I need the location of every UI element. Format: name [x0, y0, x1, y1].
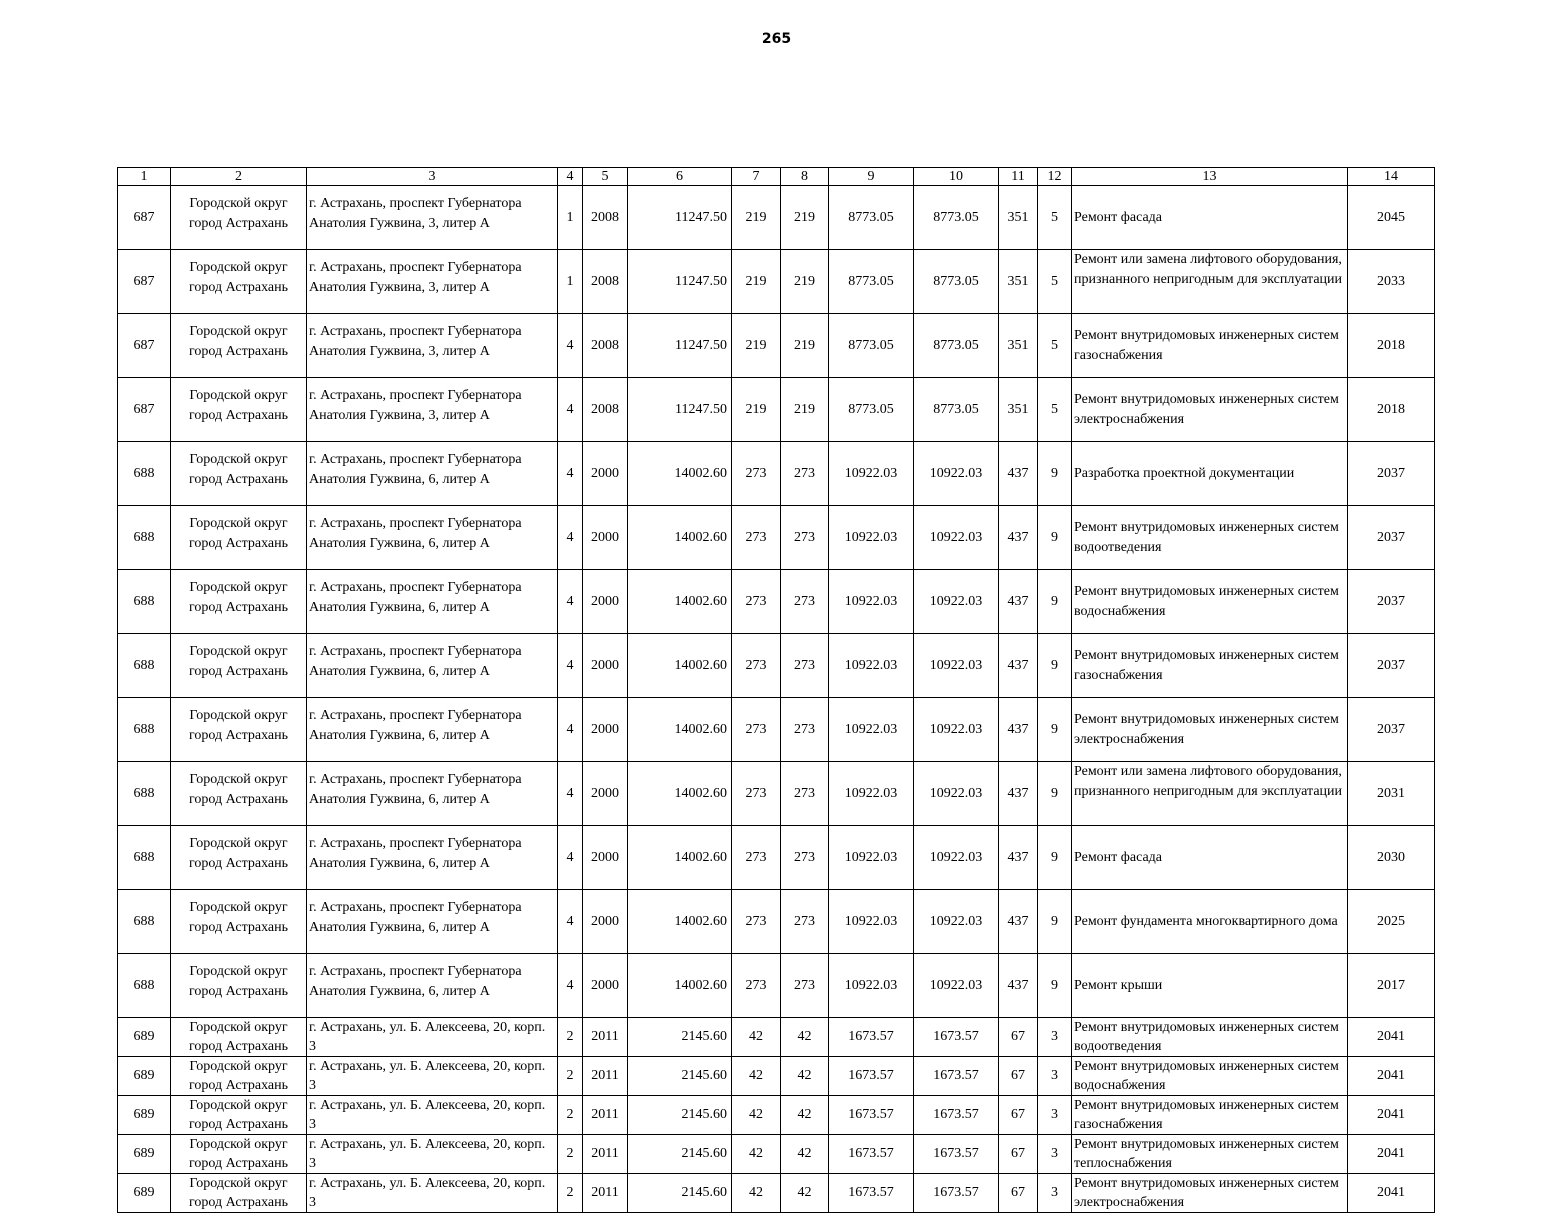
- address-cell: г. Астрахань, ул. Б. Алексеева, 20, корп. 3: [307, 1174, 558, 1213]
- row-number-cell: 687: [118, 250, 171, 314]
- units-count-cell: 5: [1038, 314, 1072, 378]
- column-header: 5: [583, 168, 628, 186]
- work-type-cell: Ремонт внутридомовых инженерных систем водоотведения: [1072, 506, 1348, 570]
- column-header: 10: [914, 168, 999, 186]
- municipality-cell: Городской округ город Астрахань: [171, 506, 307, 570]
- work-type-cell: Ремонт фасада: [1072, 186, 1348, 250]
- apartments-count-cell: 219: [732, 314, 781, 378]
- municipality-cell: Городской округ город Астрахань: [171, 826, 307, 890]
- apartments-residential-cell: 42: [781, 1057, 829, 1096]
- residents-count-cell: 351: [999, 186, 1038, 250]
- municipality-cell: Городской округ город Астрахань: [171, 1096, 307, 1135]
- column-header: 8: [781, 168, 829, 186]
- total-area-cell: 14002.60: [628, 762, 732, 826]
- floors-cell: 4: [558, 314, 583, 378]
- municipality-cell: Городской округ город Астрахань: [171, 1057, 307, 1096]
- residents-count-cell: 437: [999, 698, 1038, 762]
- apartments-residential-cell: 42: [781, 1135, 829, 1174]
- residents-count-cell: 437: [999, 506, 1038, 570]
- residents-count-cell: 437: [999, 762, 1038, 826]
- residents-count-cell: 437: [999, 570, 1038, 634]
- total-area-cell: 14002.60: [628, 954, 732, 1018]
- address-cell: г. Астрахань, проспект Губернатора Анатолия Гужвина, 6, литер А: [307, 954, 558, 1018]
- year-built-cell: 2000: [583, 954, 628, 1018]
- units-count-cell: 3: [1038, 1174, 1072, 1213]
- residents-count-cell: 437: [999, 442, 1038, 506]
- row-number-cell: 688: [118, 826, 171, 890]
- apartments-count-cell: 273: [732, 762, 781, 826]
- planned-year-cell: 2017: [1348, 954, 1435, 1018]
- floors-cell: 1: [558, 186, 583, 250]
- floors-cell: 4: [558, 698, 583, 762]
- work-type-cell: Ремонт внутридомовых инженерных систем электроснабжения: [1072, 698, 1348, 762]
- year-built-cell: 2000: [583, 890, 628, 954]
- work-type-cell: Ремонт внутридомовых инженерных систем электроснабжения: [1072, 378, 1348, 442]
- row-number-cell: 689: [118, 1096, 171, 1135]
- year-built-cell: 2008: [583, 378, 628, 442]
- apartments-residential-cell: 273: [781, 506, 829, 570]
- apartments-count-cell: 42: [732, 1135, 781, 1174]
- units-count-cell: 9: [1038, 826, 1072, 890]
- year-built-cell: 2011: [583, 1135, 628, 1174]
- living-area-cell: 1673.57: [829, 1057, 914, 1096]
- units-count-cell: 3: [1038, 1057, 1072, 1096]
- residents-count-cell: 437: [999, 954, 1038, 1018]
- living-area-owned-cell: 8773.05: [914, 186, 999, 250]
- floors-cell: 2: [558, 1135, 583, 1174]
- row-number-cell: 687: [118, 186, 171, 250]
- living-area-cell: 10922.03: [829, 954, 914, 1018]
- apartments-residential-cell: 273: [781, 698, 829, 762]
- municipality-cell: Городской округ город Астрахань: [171, 1174, 307, 1213]
- table-row: [118, 1135, 1435, 1174]
- address-cell: г. Астрахань, ул. Б. Алексеева, 20, корп. 3: [307, 1018, 558, 1057]
- row-number-cell: 688: [118, 506, 171, 570]
- row-number-cell: 688: [118, 762, 171, 826]
- address-cell: г. Астрахань, проспект Губернатора Анатолия Гужвина, 6, литер А: [307, 826, 558, 890]
- planned-year-cell: 2018: [1348, 378, 1435, 442]
- address-cell: г. Астрахань, проспект Губернатора Анатолия Гужвина, 6, литер А: [307, 762, 558, 826]
- apartments-count-cell: 42: [732, 1174, 781, 1213]
- living-area-owned-cell: 10922.03: [914, 634, 999, 698]
- total-area-cell: 2145.60: [628, 1135, 732, 1174]
- living-area-cell: 1673.57: [829, 1096, 914, 1135]
- planned-year-cell: 2037: [1348, 698, 1435, 762]
- work-type-cell: Ремонт внутридомовых инженерных систем газоснабжения: [1072, 634, 1348, 698]
- living-area-cell: 10922.03: [829, 506, 914, 570]
- municipality-cell: Городской округ город Астрахань: [171, 186, 307, 250]
- floors-cell: 2: [558, 1096, 583, 1135]
- units-count-cell: 5: [1038, 378, 1072, 442]
- planned-year-cell: 2031: [1348, 762, 1435, 826]
- living-area-cell: 10922.03: [829, 442, 914, 506]
- column-header: 14: [1348, 168, 1435, 186]
- units-count-cell: 3: [1038, 1018, 1072, 1057]
- page-number: 265: [761, 31, 792, 47]
- planned-year-cell: 2041: [1348, 1174, 1435, 1213]
- planned-year-cell: 2041: [1348, 1018, 1435, 1057]
- residents-count-cell: 67: [999, 1018, 1038, 1057]
- total-area-cell: 14002.60: [628, 442, 732, 506]
- row-number-cell: 688: [118, 890, 171, 954]
- residents-count-cell: 67: [999, 1174, 1038, 1213]
- year-built-cell: 2008: [583, 250, 628, 314]
- row-number-cell: 688: [118, 442, 171, 506]
- year-built-cell: 2011: [583, 1174, 628, 1213]
- living-area-cell: 1673.57: [829, 1174, 914, 1213]
- table-row: [118, 954, 1435, 1018]
- column-header: 13: [1072, 168, 1348, 186]
- work-type-cell: Ремонт внутридомовых инженерных систем теплоснабжения: [1072, 1135, 1348, 1174]
- address-cell: г. Астрахань, ул. Б. Алексеева, 20, корп. 3: [307, 1096, 558, 1135]
- floors-cell: 4: [558, 954, 583, 1018]
- residents-count-cell: 437: [999, 634, 1038, 698]
- apartments-count-cell: 273: [732, 698, 781, 762]
- apartments-residential-cell: 219: [781, 186, 829, 250]
- apartments-residential-cell: 273: [781, 570, 829, 634]
- planned-year-cell: 2037: [1348, 442, 1435, 506]
- units-count-cell: 9: [1038, 954, 1072, 1018]
- work-type-cell: Ремонт фасада: [1072, 826, 1348, 890]
- floors-cell: 4: [558, 826, 583, 890]
- municipality-cell: Городской округ город Астрахань: [171, 634, 307, 698]
- total-area-cell: 2145.60: [628, 1018, 732, 1057]
- apartments-count-cell: 273: [732, 954, 781, 1018]
- living-area-owned-cell: 10922.03: [914, 954, 999, 1018]
- work-type-cell: Ремонт внутридомовых инженерных систем водоотведения: [1072, 1018, 1348, 1057]
- row-number-cell: 688: [118, 634, 171, 698]
- apartments-count-cell: 42: [732, 1057, 781, 1096]
- municipality-cell: Городской округ город Астрахань: [171, 314, 307, 378]
- row-number-cell: 689: [118, 1135, 171, 1174]
- living-area-owned-cell: 1673.57: [914, 1135, 999, 1174]
- living-area-owned-cell: 1673.57: [914, 1174, 999, 1213]
- total-area-cell: 14002.60: [628, 826, 732, 890]
- work-type-cell: Ремонт внутридомовых инженерных систем газоснабжения: [1072, 1096, 1348, 1135]
- column-header: 11: [999, 168, 1038, 186]
- row-number-cell: 687: [118, 378, 171, 442]
- address-cell: г. Астрахань, проспект Губернатора Анатолия Гужвина, 6, литер А: [307, 506, 558, 570]
- address-cell: г. Астрахань, проспект Губернатора Анатолия Гужвина, 6, литер А: [307, 698, 558, 762]
- municipality-cell: Городской округ город Астрахань: [171, 762, 307, 826]
- address-cell: г. Астрахань, ул. Б. Алексеева, 20, корп. 3: [307, 1135, 558, 1174]
- living-area-cell: 8773.05: [829, 250, 914, 314]
- work-type-cell: Разработка проектной документации: [1072, 442, 1348, 506]
- column-header: 6: [628, 168, 732, 186]
- apartments-count-cell: 42: [732, 1096, 781, 1135]
- apartments-count-cell: 273: [732, 634, 781, 698]
- living-area-cell: 1673.57: [829, 1018, 914, 1057]
- work-type-cell: Ремонт внутридомовых инженерных систем газоснабжения: [1072, 314, 1348, 378]
- living-area-owned-cell: 10922.03: [914, 890, 999, 954]
- residents-count-cell: 67: [999, 1096, 1038, 1135]
- living-area-owned-cell: 8773.05: [914, 314, 999, 378]
- planned-year-cell: 2045: [1348, 186, 1435, 250]
- living-area-owned-cell: 8773.05: [914, 250, 999, 314]
- work-type-cell: Ремонт или замена лифтового оборудования, признанного непригодным для эксплуатации: [1072, 762, 1348, 826]
- living-area-cell: 8773.05: [829, 378, 914, 442]
- planned-year-cell: 2041: [1348, 1057, 1435, 1096]
- floors-cell: 4: [558, 378, 583, 442]
- address-cell: г. Астрахань, проспект Губернатора Анатолия Гужвина, 3, литер А: [307, 314, 558, 378]
- total-area-cell: 14002.60: [628, 570, 732, 634]
- municipality-cell: Городской округ город Астрахань: [171, 954, 307, 1018]
- apartments-residential-cell: 42: [781, 1018, 829, 1057]
- year-built-cell: 2008: [583, 186, 628, 250]
- total-area-cell: 14002.60: [628, 890, 732, 954]
- municipality-cell: Городской округ город Астрахань: [171, 378, 307, 442]
- apartments-count-cell: 219: [732, 250, 781, 314]
- municipality-cell: Городской округ город Астрахань: [171, 698, 307, 762]
- apartments-residential-cell: 219: [781, 250, 829, 314]
- total-area-cell: 14002.60: [628, 698, 732, 762]
- municipality-cell: Городской округ город Астрахань: [171, 1135, 307, 1174]
- residents-count-cell: 67: [999, 1057, 1038, 1096]
- table-row: [118, 634, 1435, 698]
- address-cell: г. Астрахань, проспект Губернатора Анатолия Гужвина, 6, литер А: [307, 442, 558, 506]
- table-row: [118, 314, 1435, 378]
- floors-cell: 4: [558, 890, 583, 954]
- table-row: [118, 442, 1435, 506]
- apartments-count-cell: 42: [732, 1018, 781, 1057]
- residents-count-cell: 437: [999, 890, 1038, 954]
- units-count-cell: 3: [1038, 1096, 1072, 1135]
- floors-cell: 1: [558, 250, 583, 314]
- address-cell: г. Астрахань, проспект Губернатора Анатолия Гужвина, 6, литер А: [307, 890, 558, 954]
- table-row: [118, 1018, 1435, 1057]
- floors-cell: 4: [558, 442, 583, 506]
- apartments-count-cell: 219: [732, 378, 781, 442]
- table-row: [118, 186, 1435, 250]
- work-type-cell: Ремонт фундамента многоквартирного дома: [1072, 890, 1348, 954]
- units-count-cell: 9: [1038, 570, 1072, 634]
- total-area-cell: 14002.60: [628, 634, 732, 698]
- table-row: [118, 570, 1435, 634]
- residents-count-cell: 351: [999, 378, 1038, 442]
- apartments-residential-cell: 273: [781, 954, 829, 1018]
- year-built-cell: 2011: [583, 1057, 628, 1096]
- planned-year-cell: 2041: [1348, 1096, 1435, 1135]
- living-area-owned-cell: 10922.03: [914, 762, 999, 826]
- apartments-count-cell: 273: [732, 442, 781, 506]
- work-type-cell: Ремонт внутридомовых инженерных систем водоснабжения: [1072, 1057, 1348, 1096]
- year-built-cell: 2000: [583, 698, 628, 762]
- living-area-cell: 8773.05: [829, 186, 914, 250]
- living-area-owned-cell: 10922.03: [914, 826, 999, 890]
- living-area-owned-cell: 10922.03: [914, 698, 999, 762]
- units-count-cell: 3: [1038, 1135, 1072, 1174]
- living-area-cell: 10922.03: [829, 826, 914, 890]
- total-area-cell: 11247.50: [628, 378, 732, 442]
- floors-cell: 2: [558, 1018, 583, 1057]
- year-built-cell: 2008: [583, 314, 628, 378]
- living-area-owned-cell: 8773.05: [914, 378, 999, 442]
- total-area-cell: 11247.50: [628, 314, 732, 378]
- row-number-cell: 687: [118, 314, 171, 378]
- year-built-cell: 2000: [583, 570, 628, 634]
- total-area-cell: 14002.60: [628, 506, 732, 570]
- planned-year-cell: 2033: [1348, 250, 1435, 314]
- living-area-owned-cell: 10922.03: [914, 570, 999, 634]
- living-area-owned-cell: 10922.03: [914, 506, 999, 570]
- planned-year-cell: 2018: [1348, 314, 1435, 378]
- units-count-cell: 9: [1038, 890, 1072, 954]
- column-header: 3: [307, 168, 558, 186]
- units-count-cell: 5: [1038, 250, 1072, 314]
- living-area-cell: 10922.03: [829, 698, 914, 762]
- table-row: [118, 698, 1435, 762]
- residents-count-cell: 437: [999, 826, 1038, 890]
- apartments-residential-cell: 273: [781, 634, 829, 698]
- address-cell: г. Астрахань, проспект Губернатора Анатолия Гужвина, 6, литер А: [307, 570, 558, 634]
- year-built-cell: 2000: [583, 762, 628, 826]
- planned-year-cell: 2041: [1348, 1135, 1435, 1174]
- floors-cell: 2: [558, 1057, 583, 1096]
- year-built-cell: 2000: [583, 634, 628, 698]
- year-built-cell: 2000: [583, 506, 628, 570]
- apartments-residential-cell: 219: [781, 378, 829, 442]
- table-row: [118, 890, 1435, 954]
- total-area-cell: 2145.60: [628, 1174, 732, 1213]
- work-type-cell: Ремонт внутридомовых инженерных систем водоснабжения: [1072, 570, 1348, 634]
- units-count-cell: 9: [1038, 762, 1072, 826]
- apartments-residential-cell: 42: [781, 1096, 829, 1135]
- work-type-cell: Ремонт внутридомовых инженерных систем электроснабжения: [1072, 1174, 1348, 1213]
- floors-cell: 4: [558, 634, 583, 698]
- living-area-owned-cell: 1673.57: [914, 1096, 999, 1135]
- column-number-row: [118, 168, 1435, 186]
- living-area-cell: 10922.03: [829, 762, 914, 826]
- table-row: [118, 506, 1435, 570]
- planned-year-cell: 2025: [1348, 890, 1435, 954]
- column-header: 4: [558, 168, 583, 186]
- address-cell: г. Астрахань, ул. Б. Алексеева, 20, корп. 3: [307, 1057, 558, 1096]
- apartments-count-cell: 219: [732, 186, 781, 250]
- column-header: 1: [118, 168, 171, 186]
- year-built-cell: 2000: [583, 826, 628, 890]
- apartments-residential-cell: 273: [781, 762, 829, 826]
- planned-year-cell: 2030: [1348, 826, 1435, 890]
- row-number-cell: 688: [118, 570, 171, 634]
- living-area-cell: 10922.03: [829, 570, 914, 634]
- table-row: [118, 762, 1435, 826]
- units-count-cell: 9: [1038, 698, 1072, 762]
- living-area-cell: 1673.57: [829, 1135, 914, 1174]
- row-number-cell: 689: [118, 1174, 171, 1213]
- row-number-cell: 688: [118, 698, 171, 762]
- planned-year-cell: 2037: [1348, 634, 1435, 698]
- table-row: [118, 826, 1435, 890]
- municipality-cell: Городской округ город Астрахань: [171, 442, 307, 506]
- living-area-cell: 8773.05: [829, 314, 914, 378]
- table-row: [118, 378, 1435, 442]
- municipality-cell: Городской округ город Астрахань: [171, 250, 307, 314]
- living-area-cell: 10922.03: [829, 890, 914, 954]
- capital-repair-table: [117, 167, 1435, 1213]
- table-row: [118, 250, 1435, 314]
- municipality-cell: Городской округ город Астрахань: [171, 890, 307, 954]
- living-area-owned-cell: 1673.57: [914, 1018, 999, 1057]
- apartments-residential-cell: 273: [781, 890, 829, 954]
- address-cell: г. Астрахань, проспект Губернатора Анатолия Гужвина, 3, литер А: [307, 378, 558, 442]
- apartments-residential-cell: 273: [781, 826, 829, 890]
- units-count-cell: 5: [1038, 186, 1072, 250]
- year-built-cell: 2011: [583, 1096, 628, 1135]
- apartments-count-cell: 273: [732, 826, 781, 890]
- floors-cell: 4: [558, 506, 583, 570]
- units-count-cell: 9: [1038, 634, 1072, 698]
- row-number-cell: 689: [118, 1018, 171, 1057]
- total-area-cell: 11247.50: [628, 186, 732, 250]
- units-count-cell: 9: [1038, 506, 1072, 570]
- living-area-owned-cell: 1673.57: [914, 1057, 999, 1096]
- apartments-count-cell: 273: [732, 570, 781, 634]
- municipality-cell: Городской округ город Астрахань: [171, 1018, 307, 1057]
- total-area-cell: 2145.60: [628, 1057, 732, 1096]
- year-built-cell: 2000: [583, 442, 628, 506]
- column-header: 7: [732, 168, 781, 186]
- address-cell: г. Астрахань, проспект Губернатора Анатолия Гужвина, 6, литер А: [307, 634, 558, 698]
- residents-count-cell: 67: [999, 1135, 1038, 1174]
- address-cell: г. Астрахань, проспект Губернатора Анатолия Гужвина, 3, литер А: [307, 250, 558, 314]
- work-type-cell: Ремонт или замена лифтового оборудования, признанного непригодным для эксплуатации: [1072, 250, 1348, 314]
- table-row: [118, 1057, 1435, 1096]
- column-header: 12: [1038, 168, 1072, 186]
- living-area-cell: 10922.03: [829, 634, 914, 698]
- apartments-residential-cell: 273: [781, 442, 829, 506]
- total-area-cell: 11247.50: [628, 250, 732, 314]
- column-header: 9: [829, 168, 914, 186]
- row-number-cell: 689: [118, 1057, 171, 1096]
- planned-year-cell: 2037: [1348, 506, 1435, 570]
- living-area-owned-cell: 10922.03: [914, 442, 999, 506]
- table-row: [118, 1174, 1435, 1213]
- planned-year-cell: 2037: [1348, 570, 1435, 634]
- total-area-cell: 2145.60: [628, 1096, 732, 1135]
- apartments-residential-cell: 219: [781, 314, 829, 378]
- floors-cell: 4: [558, 570, 583, 634]
- year-built-cell: 2011: [583, 1018, 628, 1057]
- residents-count-cell: 351: [999, 314, 1038, 378]
- floors-cell: 4: [558, 762, 583, 826]
- municipality-cell: Городской округ город Астрахань: [171, 570, 307, 634]
- column-header: 2: [171, 168, 307, 186]
- apartments-count-cell: 273: [732, 890, 781, 954]
- address-cell: г. Астрахань, проспект Губернатора Анатолия Гужвина, 3, литер А: [307, 186, 558, 250]
- residents-count-cell: 351: [999, 250, 1038, 314]
- apartments-count-cell: 273: [732, 506, 781, 570]
- floors-cell: 2: [558, 1174, 583, 1213]
- apartments-residential-cell: 42: [781, 1174, 829, 1213]
- table-row: [118, 1096, 1435, 1135]
- row-number-cell: 688: [118, 954, 171, 1018]
- units-count-cell: 9: [1038, 442, 1072, 506]
- work-type-cell: Ремонт крыши: [1072, 954, 1348, 1018]
- table-body: [118, 186, 1435, 1213]
